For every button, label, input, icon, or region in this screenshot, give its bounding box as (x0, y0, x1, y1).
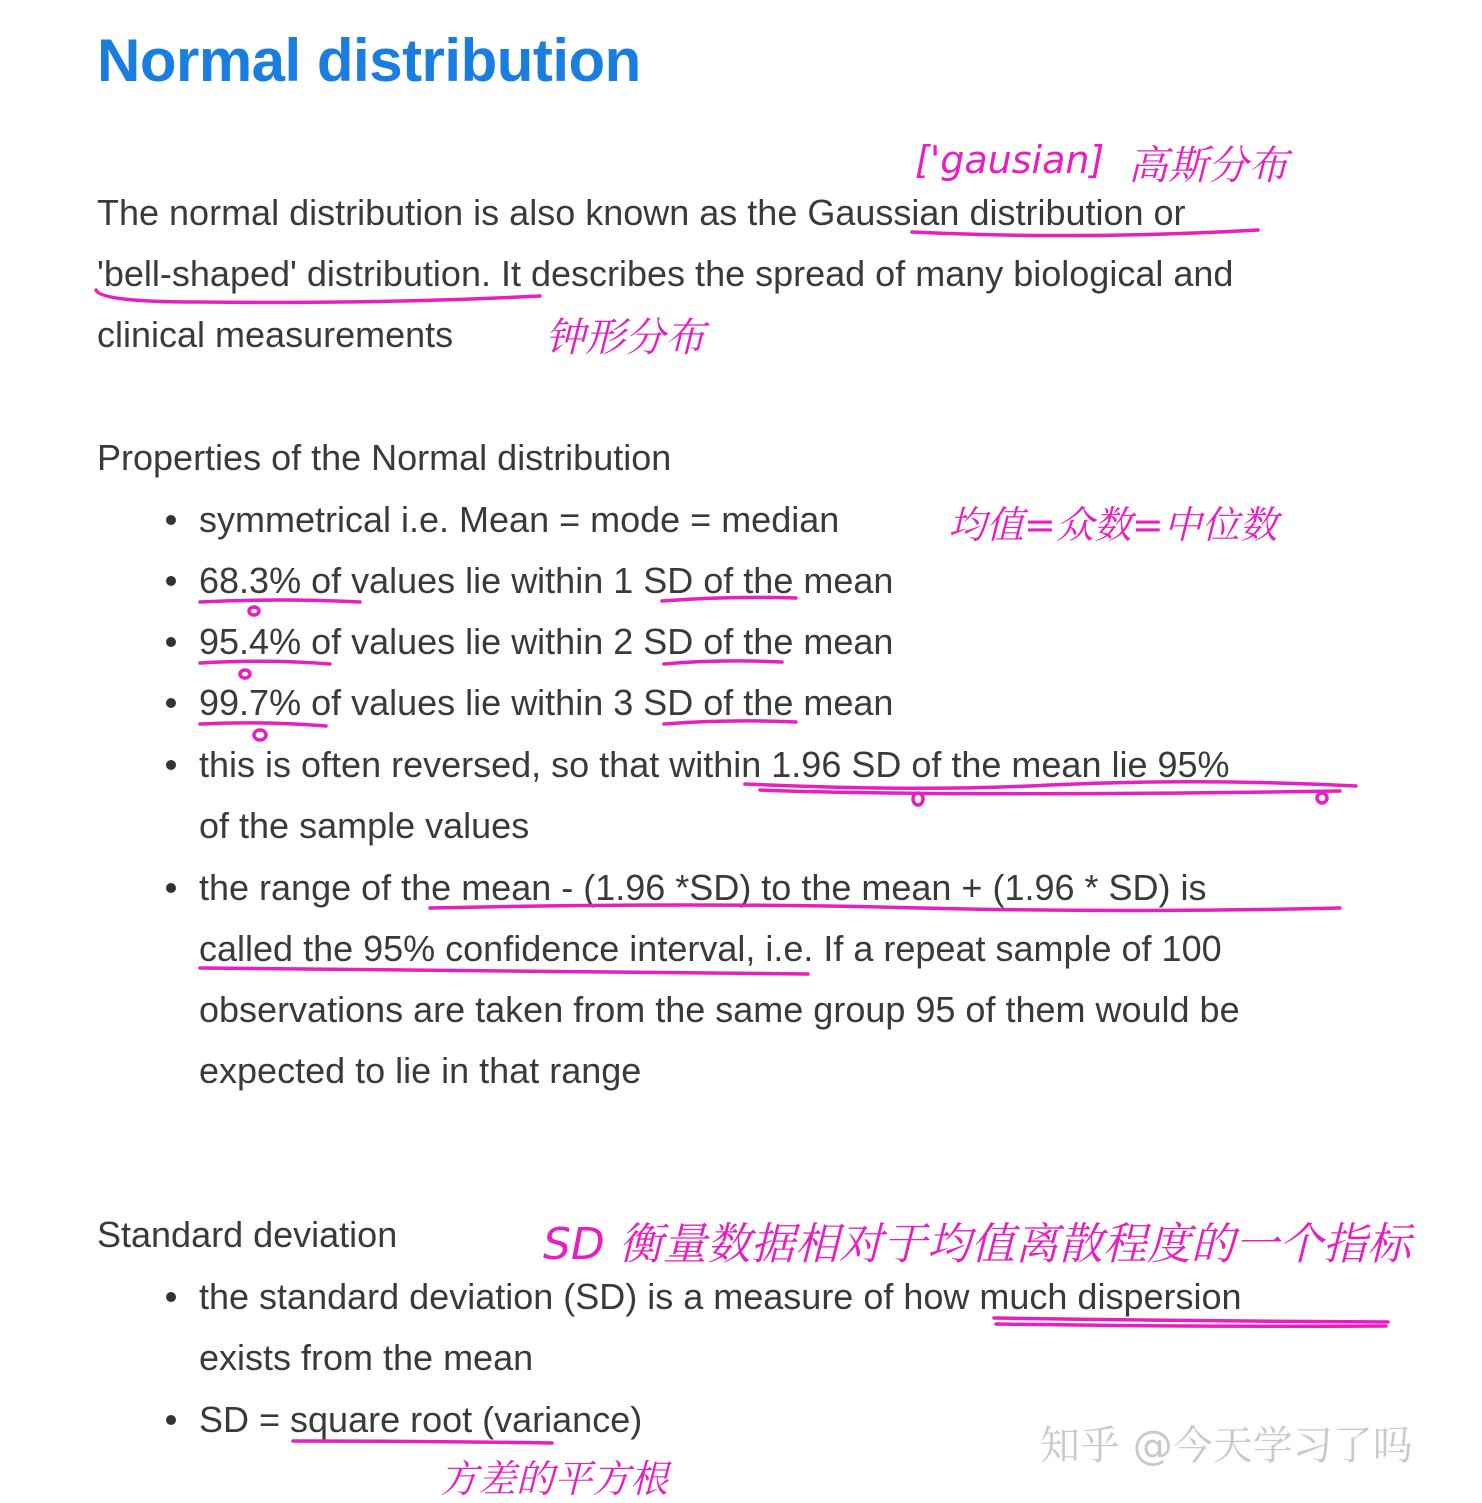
page-title: Normal distribution (97, 27, 641, 94)
bullet-icon (166, 576, 176, 586)
annotation-gaussian-pronunciation: ['gausian] (915, 138, 1105, 182)
intro-line-1: The normal distribution is also known as the Gaussian distribution or (97, 192, 1186, 233)
list-item-text: SD = square root (variance) (199, 1399, 643, 1440)
properties-heading: Properties of the Normal distribution (97, 437, 672, 478)
annotation-bell-cn: 钟形分布 (545, 315, 705, 361)
list-item-text: observations are taken from the same group 95 of them would be (199, 989, 1240, 1030)
intro-line-3: clinical measurements (97, 314, 454, 355)
bullet-icon (166, 1415, 176, 1425)
list-item-text: the standard deviation (SD) is a measure of how much dispersion (199, 1276, 1242, 1317)
list-item-text: expected to lie in that range (199, 1050, 642, 1091)
bullet-icon (166, 698, 176, 708)
bullet-icon (166, 637, 176, 647)
bullet-icon (166, 515, 176, 525)
sd-heading: Standard deviation (97, 1214, 398, 1255)
annotation-gaussian-cn: 高斯分布 (1128, 143, 1288, 189)
list-item-text: symmetrical i.e. Mean = mode = median (199, 499, 840, 540)
list-item-text: 99.7% of values lie within 3 SD of the mean (199, 682, 894, 723)
list-item-text: 95.4% of values lie within 2 SD of the mean (199, 621, 894, 662)
mark-95 (1317, 793, 1327, 803)
list-item-text: called the 95% confidence interval, i.e. If a repeat sample of 100 (199, 928, 1222, 969)
intro-line-2: 'bell-shaped' distribution. It describes the spread of many biological and (97, 253, 1234, 294)
watermark: 知乎 @今天学习了吗 (1040, 1423, 1413, 1469)
list-item-text: 68.3% of values lie within 1 SD of the mean (199, 560, 894, 601)
list-item-text: exists from the mean (199, 1337, 534, 1378)
annotation-variance-cn: 方差的平方根 (440, 1457, 669, 1501)
bullet-icon (166, 1292, 176, 1302)
annotation-mean-mode-median-cn: 均值=众数=中位数 (948, 503, 1278, 547)
list-item-text: this is often reversed, so that within 1.96 SD of the mean lie 95% (199, 744, 1230, 785)
annotation-sd-cn: SD 衡量数据相对于均值离散程度的一个指标 (543, 1219, 1411, 1270)
list-item-text: of the sample values (199, 805, 530, 846)
list-item-text: the range of the mean - (1.96 *SD) to the mean + (1.96 * SD) is (199, 867, 1207, 908)
bullet-icon (166, 883, 176, 893)
bullet-icon (166, 760, 176, 770)
